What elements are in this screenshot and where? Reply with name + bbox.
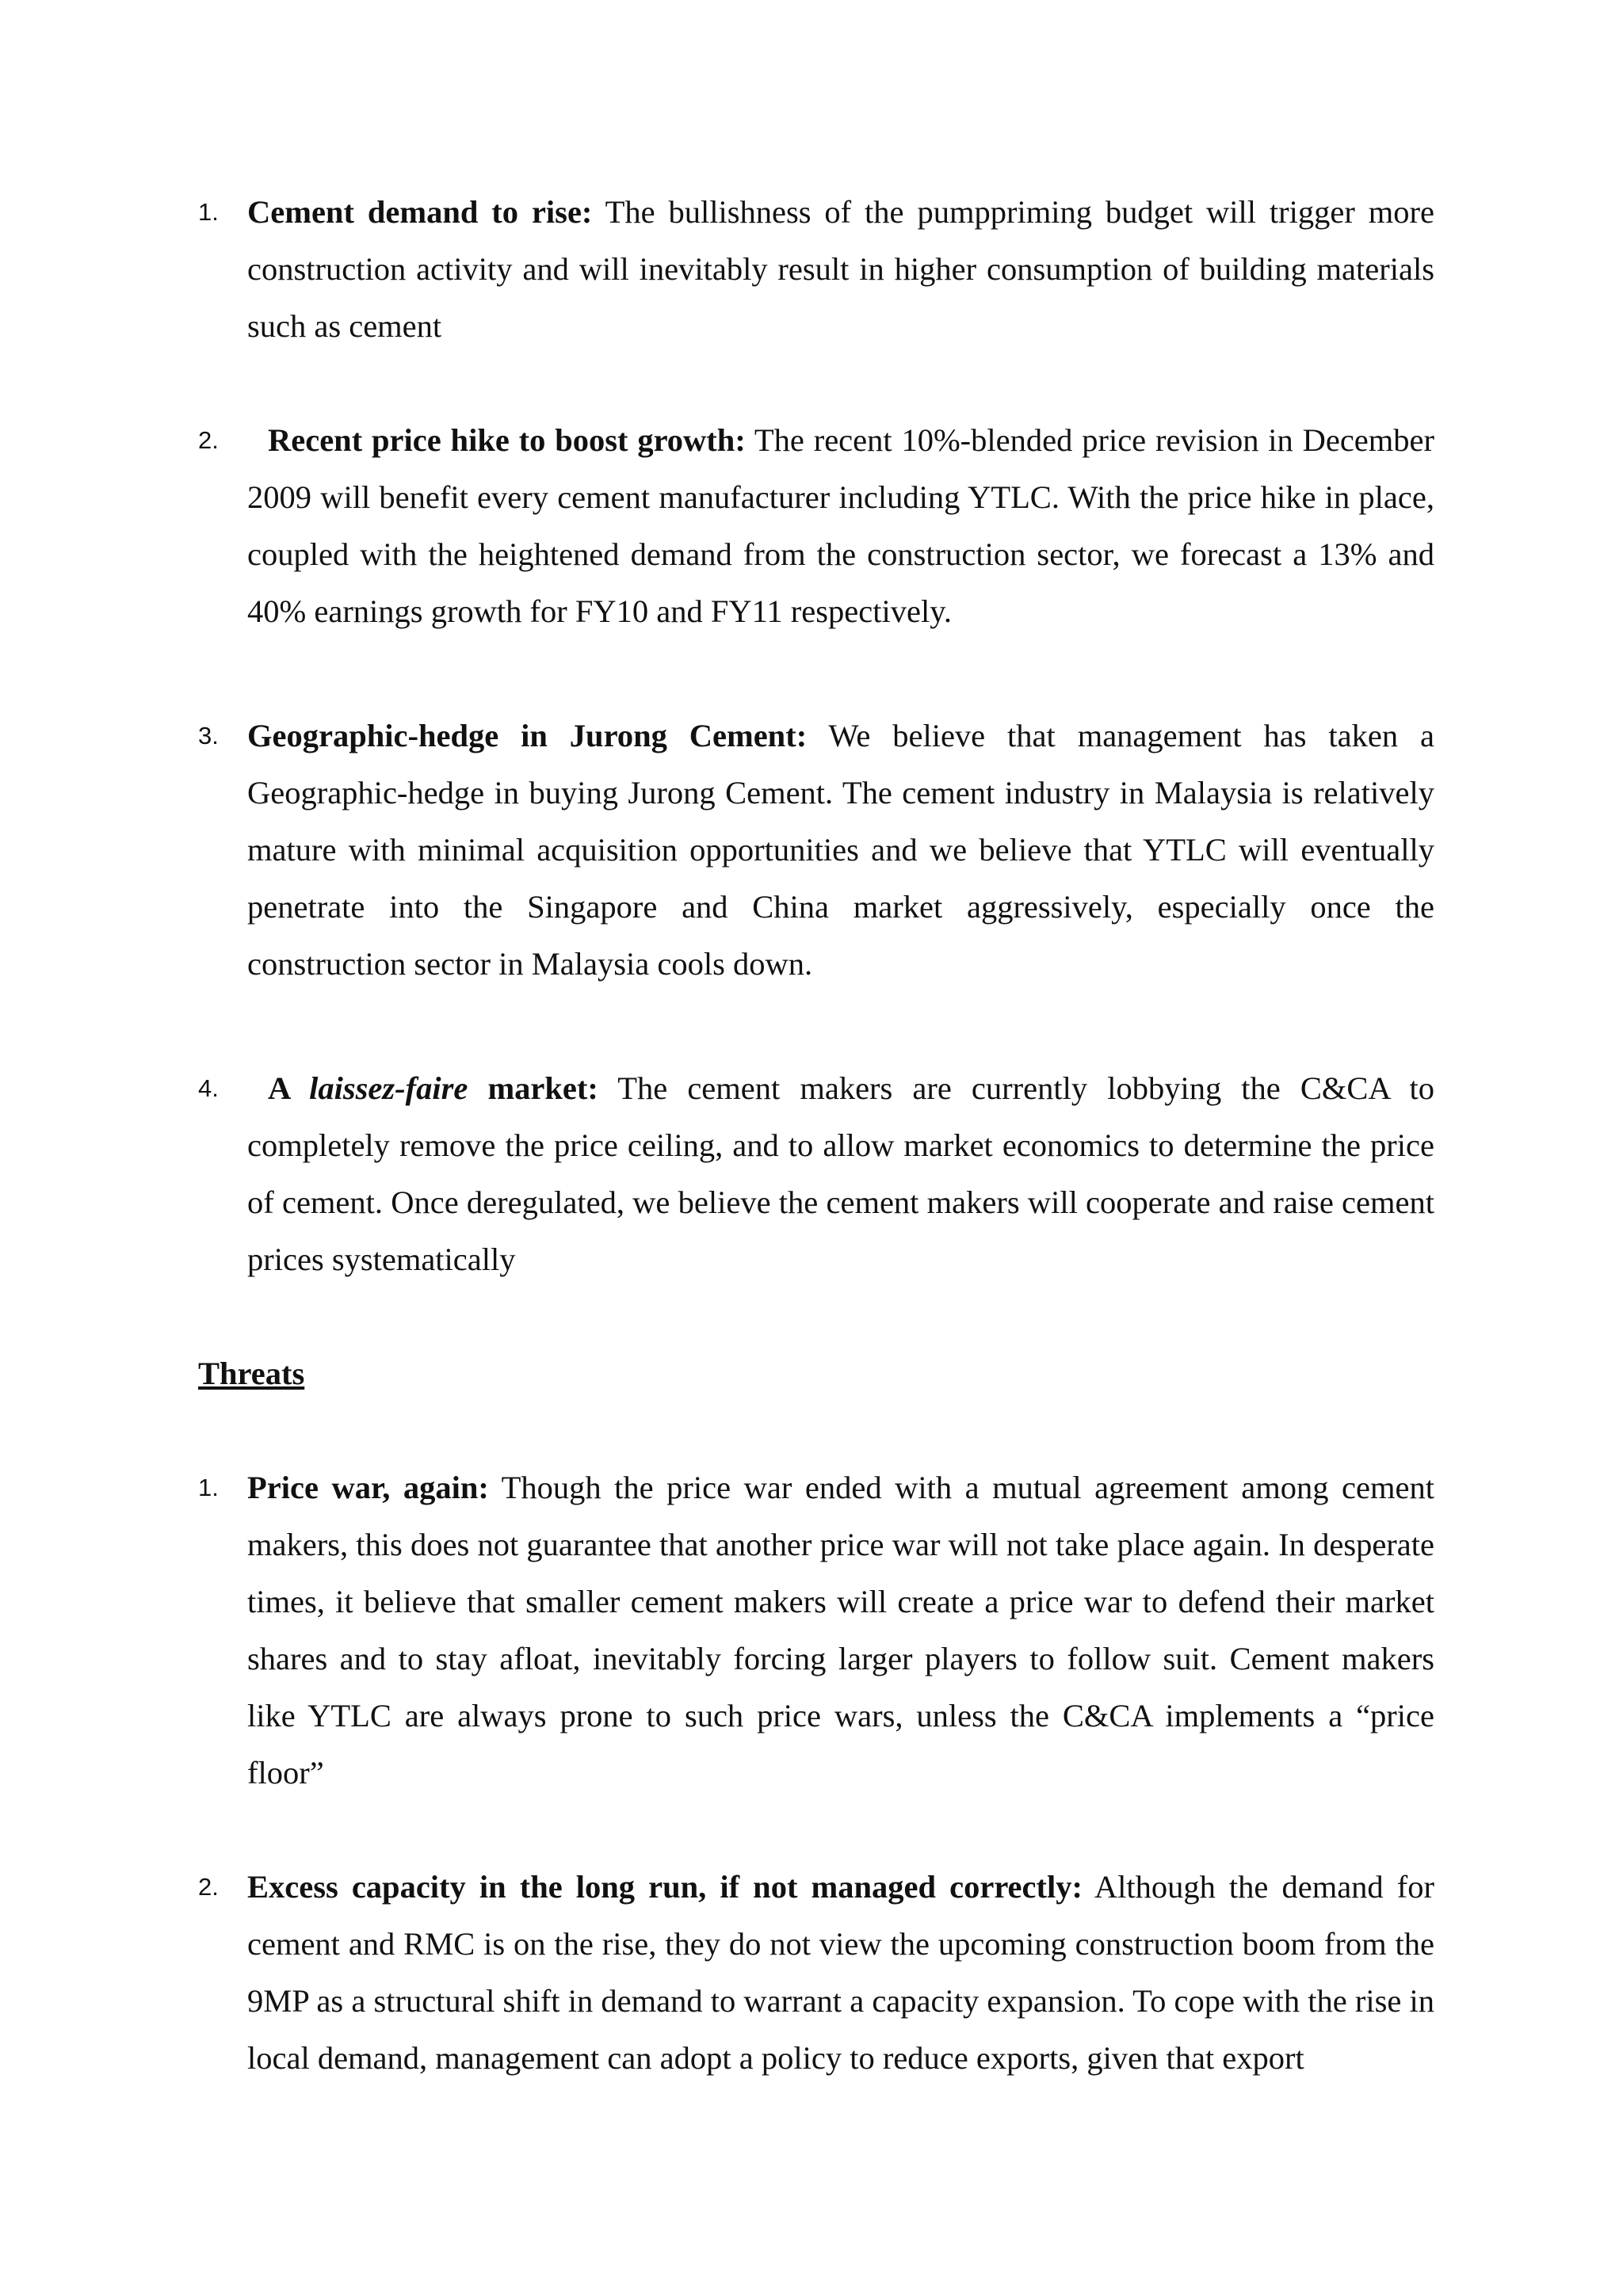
item-text: The bullishness of the pumppriming budget will trigger more construction activity and will inevitably result in higher consumption of building materials such as cement (247, 194, 1434, 344)
list-number: 4. (198, 1074, 219, 1102)
opportunity-item-2 (198, 412, 1434, 640)
opportunity-item-3 (198, 707, 1434, 993)
item-title: Geographic-hedge in Jurong Cement: (247, 718, 808, 753)
item-text: Although the demand for cement and RMC is on the rise, they do not view the upcoming construction boom from the 9MP as a structural shift in demand to warrant a capacity expansion. To cope with the rise in local demand, management can adopt a policy to reduce exports, given that export (247, 1869, 1434, 2076)
list-number: 1. (198, 198, 219, 226)
list-number: 1. (198, 1474, 219, 1501)
threats-heading: Threats (198, 1356, 305, 1391)
item-text: The cement makers are currently lobbying the C&CA to completely remove the price ceiling, and to allow market economics to determine the price of cement. Once deregulated, we believe the cement makers will cooperate and raise cement prices systematically (247, 1070, 1435, 1277)
threat-item-2 (198, 1859, 1434, 2087)
opportunity-item-1 (198, 184, 1434, 355)
item-title: Excess capacity in the long run, if not managed correctly: (247, 1869, 1083, 1905)
list-number: 2. (198, 426, 219, 454)
item-title-italic: laissez-faire (309, 1070, 468, 1106)
list-number: 2. (198, 1873, 219, 1901)
item-text: The recent 10%-blended price revision in December 2009 will benefit every cement manufacturer including YTLC. With the price hike in place, coupled with the heightened demand from the construction sector, we forecast a 13% and 40% earnings growth for FY10 and FY11 respectively. (247, 422, 1434, 629)
opportunity-item-4 (198, 1060, 1434, 1288)
item-text: We believe that management has taken a Geographic-hedge in buying Jurong Cement. The cement industry in Malaysia is relatively mature with minimal acquisition opportunities and we believe that YTLC will eventually penetrate into the Singapore and China market aggressively, especially once the construction sector in Malaysia cools down. (247, 718, 1434, 982)
item-title: Recent price hike to boost growth: (268, 422, 746, 458)
item-title-prefix: A (268, 1070, 310, 1106)
item-title-suffix: market: (468, 1070, 598, 1106)
item-title: Cement demand to rise: (247, 194, 593, 230)
item-title: Price war, again: (247, 1470, 489, 1505)
list-number: 3. (198, 722, 219, 749)
document-body (198, 184, 1434, 2087)
item-text: Though the price war ended with a mutual agreement among cement makers, this does not guarantee that another price war will not take place again. In desperate times, it believe that smaller cement makers will create a price war to defend their market shares and to stay afloat, inevitably forcing larger players to follow suit. Cement makers like YTLC are always prone to such price wars, unless the C&CA implements a “price floor” (247, 1470, 1434, 1791)
threat-item-1 (198, 1459, 1434, 1802)
